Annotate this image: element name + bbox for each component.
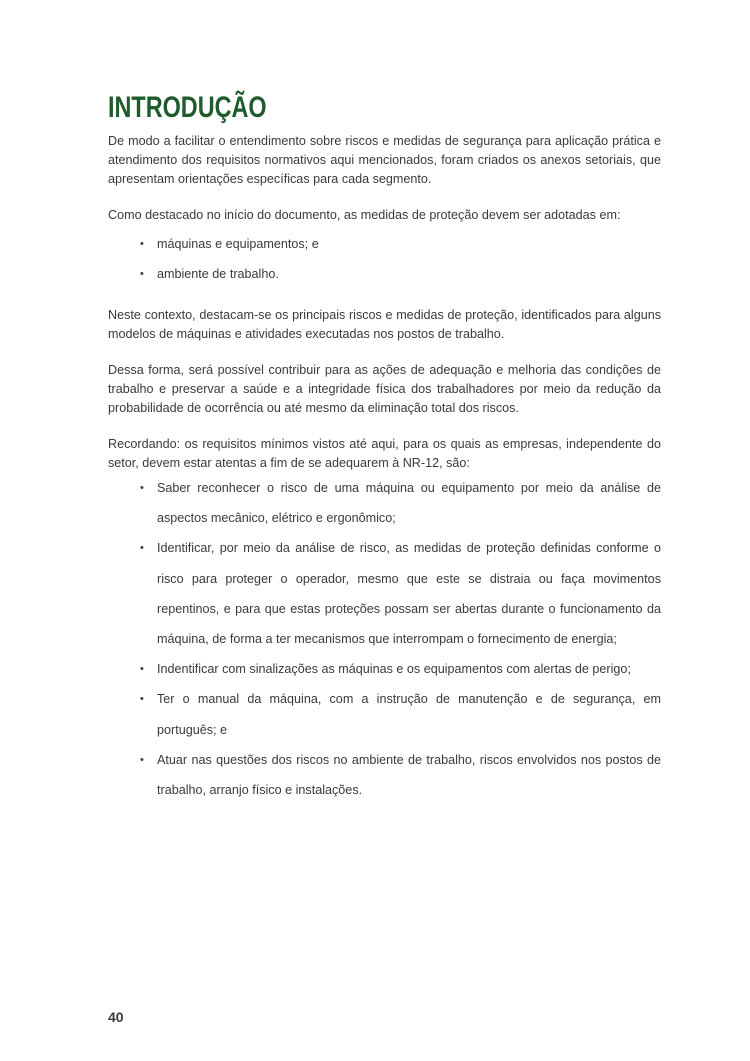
bullet-icon: •	[140, 542, 144, 555]
bullet-icon: •	[140, 753, 144, 766]
list-item	[108, 533, 661, 654]
list-item	[108, 265, 661, 284]
adoption-list	[108, 235, 661, 284]
bullet-icon: •	[140, 663, 144, 676]
list-item	[108, 684, 661, 744]
requirements-list	[108, 473, 661, 805]
list-item	[108, 235, 661, 254]
list-item-text: Indentificar com sinalizações as máquinas e os equipamentos com alertas de perigo;	[157, 662, 631, 677]
list-item	[108, 745, 661, 805]
page-number: 40	[108, 1009, 124, 1025]
bullet-icon: •	[140, 268, 144, 280]
adequacy-paragraph: Dessa forma, será possível contribuir para as ações de adequação e melhoria das condições de trabalho e preservar a saúde e a integridade física dos trabalhadores por meio da redução da probabilidade de ocorrência ou até mesmo da eliminação total dos riscos.	[108, 363, 661, 415]
list-item-text: Saber reconhecer o risco de uma máquina ou equipamento por meio da análise de aspectos mecânico, elétrico e ergonômico;	[157, 481, 661, 526]
list-item	[108, 473, 661, 533]
page-content	[108, 92, 661, 805]
bullet-icon: •	[140, 693, 144, 706]
list-item-text: Atuar nas questões dos riscos no ambiente de trabalho, riscos envolvidos nos postos de trabalho, arranjo físico e instalações.	[157, 752, 661, 798]
list-item	[108, 654, 661, 684]
bullet-icon: •	[140, 238, 144, 250]
list-item-text: Identificar, por meio da análise de risco, as medidas de proteção definidas conforme o risco para proteger o operador, mesmo que este se distraia ou faça movimentos repentinos, e para que estas proteções possam ser abertas durante o funcionamento da máquina, de forma a ter mecanismos que interrompam o fornecimento de energia;	[157, 541, 661, 647]
intro-paragraph: De modo a facilitar o entendimento sobre riscos e medidas de segurança para aplicação prática e atendimento dos requisitos normativos aqui mencionados, foram criados os anexos setoriais, que apresentam orientações específicas para cada segmento.	[108, 134, 661, 186]
recall-paragraph: Recordando: os requisitos mínimos vistos até aqui, para os quais as empresas, independente do setor, devem estar atentas a fim de se adequarem à NR-12, são:	[108, 437, 661, 470]
list-item-text: ambiente de trabalho.	[157, 267, 279, 281]
context-paragraph: Neste contexto, destacam-se os principais riscos e medidas de proteção, identificados para alguns modelos de máquinas e atividades executadas nos postos de trabalho.	[108, 308, 661, 341]
list-item-text: máquinas e equipamentos; e	[157, 237, 319, 251]
highlight-paragraph: Como destacado no início do documento, as medidas de proteção devem ser adotadas em:	[108, 208, 621, 222]
list-item-text: Ter o manual da máquina, com a instrução de manutenção e de segurança, em português; e	[157, 692, 661, 737]
bullet-icon: •	[140, 482, 144, 494]
page-title: INTRODUÇÃO	[108, 91, 267, 124]
